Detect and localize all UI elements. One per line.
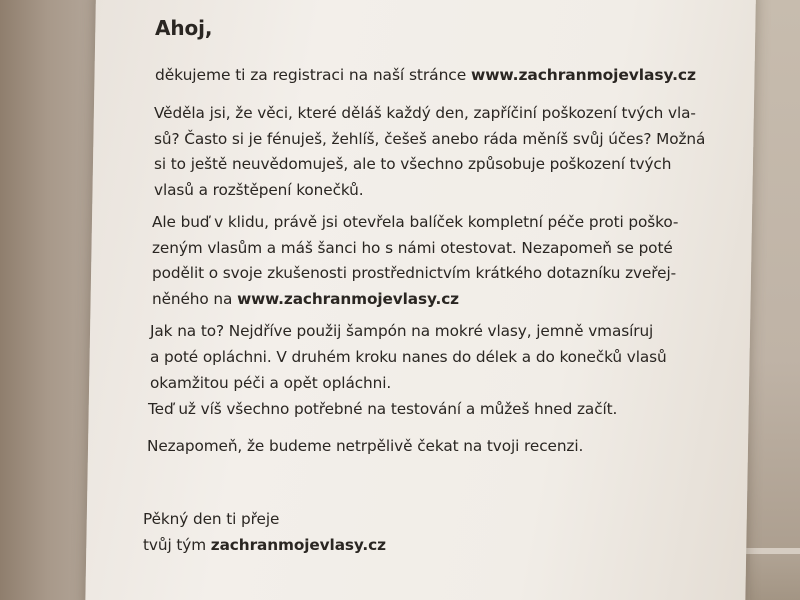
letter-paragraph-review: Nezapomeň, že budeme netrpělivě čekat na tvoji recenzi. [147, 437, 584, 455]
website-link: www.zachranmojevlasy.cz [470, 66, 696, 84]
letter-paragraph-instructions: Jak na to? Nejdříve použij šampón na mokré vlasy, jemně vmasíruj a poté opláchni. V druhém kroku nanes do délek a do konečků vlasů okamžitou péči a opět opláchni. [150, 322, 667, 392]
letter-greeting: Ahoj, [155, 16, 213, 40]
box-edge [750, 548, 800, 600]
team-brand: zachranmojevlasy.cz [210, 536, 386, 554]
website-link-2: www.zachranmojevlasy.cz [237, 289, 459, 308]
letter-paragraph-damage: Věděla jsi, že věci, které děláš každý den, zapříčiní poškození tvých vla- sů? Často si je fénuješ, žehlíš, češeš anebo ráda měníš svůj účes? Možná si to ještě neuvědomuješ, ale to všechno způsobuje poškození tvých vlasů a rozštěpení konečků. [154, 104, 706, 199]
letter-paragraph-package [152, 210, 678, 312]
box-edge-highlight [740, 548, 800, 554]
team-text: tvůj tým [143, 536, 211, 554]
letter-paragraph-ready: Teď už víš všechno potřebné na testování a můžeš hned začít. [148, 400, 618, 418]
package-text: Ale buď v klidu, právě jsi otevřela balíček kompletní péče proti poško- zeným vlasům a máš šanci ho s námi otestovat. Nezapomeň se poté podělit o svoje zkušenosti prostřednictvím krátkého dotazníku zveřej- něného na [152, 213, 679, 308]
closing-line: Pěkný den ti přeje [143, 510, 280, 528]
letter-signature [143, 506, 386, 558]
thanks-text: děkujeme ti za registraci na naší stránce [155, 66, 471, 84]
letter-paragraph-thanks [155, 66, 696, 84]
